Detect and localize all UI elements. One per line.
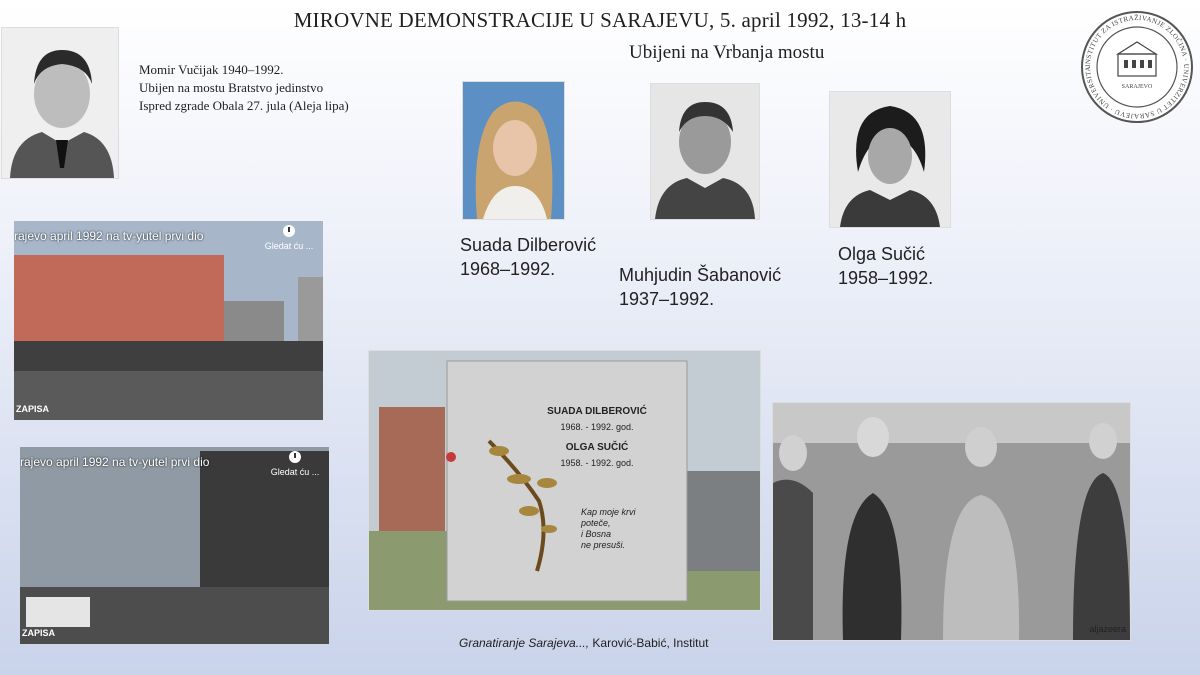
watch-later-button-2[interactable] [267,451,323,477]
plaque-name-2: OLGA SUČIĆ [565,442,629,453]
video-thumbnail-1[interactable] [14,221,323,420]
plaque-verse-2: poteče, [581,518,611,528]
momir-caption-line2: Ubijen na mostu Bratstvo jedinstvo [139,80,324,95]
plaque-verse-4: ne presuši. [581,540,626,550]
image-credit [459,636,708,650]
plaque-years-2: 1958. - 1992. god. [560,458,634,468]
memorial-plaque-photo [369,351,760,610]
clock-icon [283,225,295,237]
muhjudin-years: 1937–1992. [619,289,715,309]
page-title: MIROVNE DEMONSTRACIJE U SARAJEVU, 5. april 1992, 13-14 h [293,8,907,32]
plaque-verse [581,507,651,551]
video-thumbnail-2[interactable] [20,447,329,644]
watch-later-button-1[interactable] [261,225,317,251]
suada-years: 1968–1992. [460,259,556,279]
olga-years: 1958–1992. [838,268,934,288]
portrait-olga-sucic [830,92,950,227]
portrait-suada-dilberovic [463,82,564,219]
video-1-logo: ZAPISA [16,404,50,414]
credit-italic: Granatiranje Sarajeva..., [459,636,590,650]
momir-caption-line3: Ispred zgrade Obala 27. jula (Aleja lipa) [139,98,349,113]
video-2-logo: ZAPISA [22,628,56,638]
plaque-verse-3: i Bosna [581,529,612,539]
plaque-verse-1: Kap moje krvi [581,507,636,517]
watch-later-label-2: Gledat ću ... [270,467,320,477]
university-seal [1080,10,1194,124]
portrait-muhjudin-sabanovic [651,84,759,219]
svg-text:SARAJEVO: SARAJEVO [1121,84,1153,90]
crowd-photo-watermark: aljazeera [1089,624,1126,634]
svg-text:INSTITUT ZA ISTRAŽIVANJE ZLOČI: INSTITUT ZA ISTRAŽIVANJE ZLOČINA · UNIVERZITET U SARAJEVU · UNIVERSITA [1083,13,1191,121]
momir-caption-line1: Momir Vučijak 1940–1992. [139,62,284,77]
watch-later-label-1: Gledat ću ... [264,241,314,251]
video-2-title: rajevo april 1992 na tv-yutel prvi dio [20,455,210,469]
portrait-momir-vucijak [2,28,118,178]
olga-name: Olga Sučić [838,244,926,264]
clock-icon [289,451,301,463]
credit-rest: Karović-Babić, Institut [589,636,709,650]
caption-suada [460,233,596,281]
muhjudin-name: Muhjudin Šabanović [619,265,782,285]
suada-name: Suada Dilberović [460,235,597,255]
page-subtitle: Ubijeni na Vrbanja mostu [629,42,825,63]
video-1-title: rajevo april 1992 na tv-yutel prvi dio [14,229,204,243]
plaque-name-1: SUADA DILBEROVIĆ [547,406,647,417]
caption-olga [838,242,933,290]
plaque-years-1: 1968. - 1992. god. [560,422,634,432]
crowd-protest-photo [773,403,1130,640]
momir-caption [139,61,349,115]
caption-muhjudin [619,263,781,311]
